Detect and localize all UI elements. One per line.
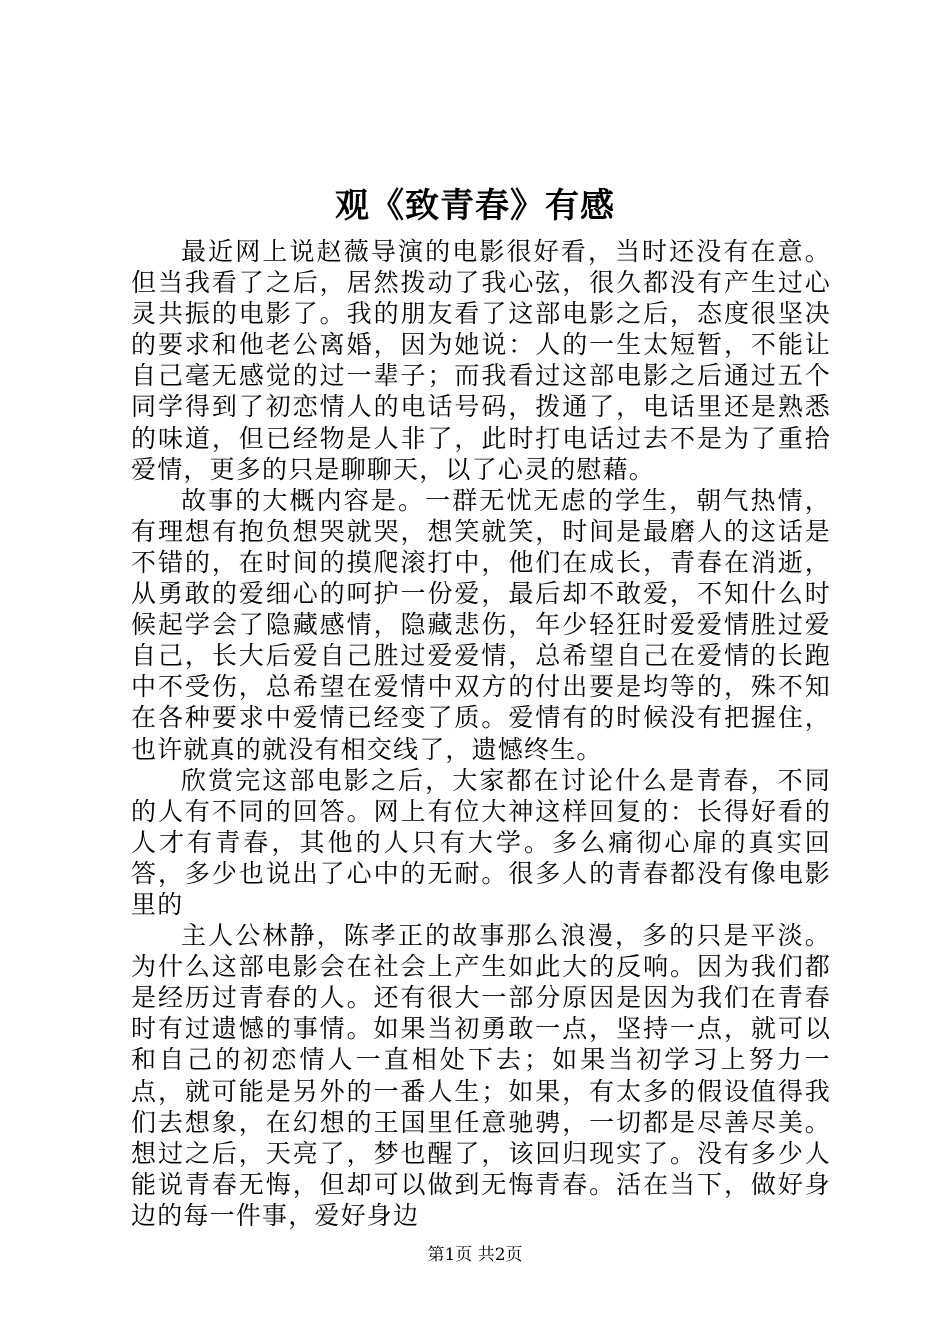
paragraph: 最近网上说赵薇导演的电影很好看，当时还没有在意。但当我看了之后，居然拨动了我心弦，很久都没有产生过心灵共振的电影了。我的朋友看了这部电影之后，态度很坚决的要求和他老公离婚，因为她说：人的一生太短暂，不能让自己毫无感觉的过一辈子；而我看过这部电影之后通过五个同学得到了初恋情人的电话号码，拨通了，电话里还是熟悉的味道，但已经物是人非了，此时打电话过去不是为了重拾爱情，更多的只是聊聊天，以了心灵的慰藉。 xyxy=(131,237,831,484)
document-body xyxy=(131,236,831,1231)
document-title: 观《致青春》有感 xyxy=(335,186,615,226)
paragraph: 欣赏完这部电影之后，大家都在讨论什么是青春，不同的人有不同的回答。网上有位大神这样回复的：长得好看的人才有青春，其他的人只有大学。多么痛彻心扉的真实回答，多少也说出了心中的无耐。很多人的青春都没有像电影里的 xyxy=(131,765,831,919)
paragraph: 主人公林静，陈孝正的故事那么浪漫，多的只是平淡。为什么这部电影会在社会上产生如此大的反响。因为我们都是经历过青春的人。还有很大一部分原因是因为我们在青春时有过遗憾的事情。如果当初勇敢一点，坚持一点，就可以和自己的初恋情人一直相处下去；如果当初学习上努力一点，就可能是另外的一番人生；如果，有太多的假设值得我们去想象，在幻想的王国里任意驰骋，一切都是尽善尽美。想过之后，天亮了，梦也醒了，该回归现实了。没有多少人能说青春无悔，但却可以做到无悔青春。活在当下，做好身边的每一件事，爱好身边 xyxy=(131,921,831,1230)
paragraph: 故事的大概内容是。一群无忧无虑的学生，朝气热情，有理想有抱负想哭就哭，想笑就笑，时间是最磨人的这话是不错的，在时间的摸爬滚打中，他们在成长，青春在消逝，从勇敢的爱细心的呵护一份爱，最后却不敢爱，不知什么时候起学会了隐藏感情，隐藏悲伤，年少轻狂时爱爱情胜过爱自己，长大后爱自己胜过爱爱情，总希望自己在爱情的长跑中不受伤，总希望在爱情中双方的付出要是均等的，殊不知在各种要求中爱情已经变了质。爱情有的时候没有把握住，也许就真的就没有相交线了，遗憾终生。 xyxy=(131,485,831,764)
page-number-footer: 第1页 共2页 xyxy=(427,1245,523,1265)
